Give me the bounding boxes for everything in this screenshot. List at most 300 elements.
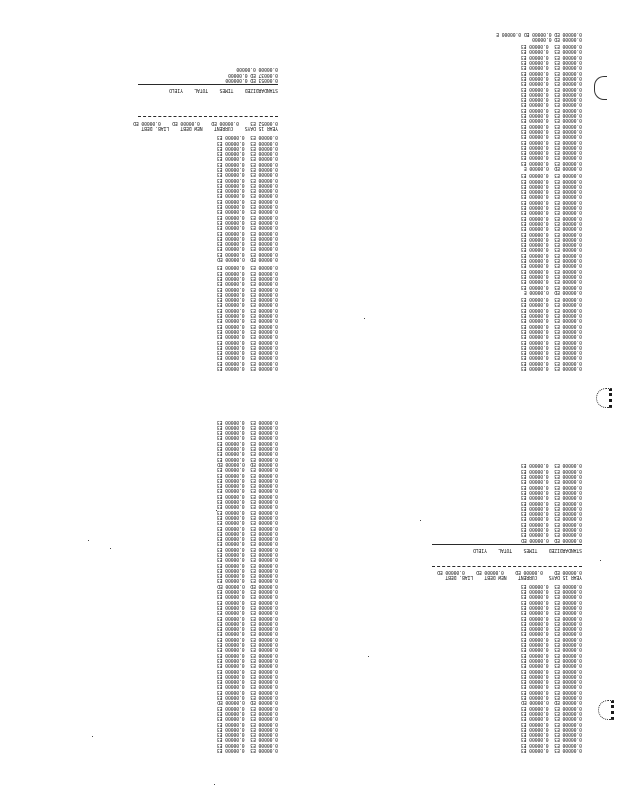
value-cell: 0.00000 E3 xyxy=(250,503,278,510)
scan-speck xyxy=(368,656,369,657)
value-cell: 0.00000 E3 xyxy=(216,306,245,313)
tr-row-a xyxy=(443,43,582,48)
value-cell: 0.00000 E3 xyxy=(554,159,582,166)
value-cell: 0.00000 E3 xyxy=(250,656,278,663)
value-cell: 0.00000 E3 xyxy=(216,603,245,610)
value-cell: 0.00000 E3 xyxy=(554,122,582,129)
value-cell: 0.00000 E3 xyxy=(520,122,549,129)
value-cell: 0.00000 E3 xyxy=(554,246,582,253)
value-cell: 0.00000 E3 xyxy=(520,614,549,621)
value-cell: 0.00000 E3 xyxy=(520,662,549,669)
value-cell: 0.00000 E3 xyxy=(216,551,245,558)
value-cell: 0.00000 E3 xyxy=(250,646,278,653)
value-cell: 0.00000 E3 xyxy=(216,683,245,690)
column-header-cell: NEW DEBT xyxy=(180,124,203,131)
value-cell: 0.00000 E3 xyxy=(216,736,245,743)
value-cell: 0.00000 E3 xyxy=(554,614,582,621)
br-row-b xyxy=(440,583,583,588)
value-cell: 0.00000 E3 xyxy=(520,515,549,522)
value-cell: 0.00000 E3 xyxy=(520,630,549,637)
value-cell: 0.00000 E3 xyxy=(216,290,245,297)
value-cell: 0.00000 E3 xyxy=(554,177,582,184)
value-cell: 0.00000 E3 xyxy=(216,192,245,199)
value-cell: 0.00000 E3 xyxy=(520,488,549,495)
value-cell: 0.00000 E3 xyxy=(554,365,582,371)
column-header-cell: YEAR 15 DAYS xyxy=(244,124,278,131)
value-cell: 0.00000 E3 xyxy=(250,725,278,732)
value-cell: 0.00000 E3 xyxy=(216,725,245,732)
value-cell: 0.00000 E3 xyxy=(250,715,278,722)
value-cell: 0.00000 E3 xyxy=(554,204,582,211)
value-cell: 0.00000 E3 xyxy=(250,338,278,345)
value-cell: 0.00000 E3 xyxy=(216,365,245,371)
value-cell: 0.00000 E3 xyxy=(216,577,245,584)
value-cell: 0.00000 E3 xyxy=(216,492,245,499)
value-cell: 0.00000 E3 xyxy=(250,572,278,579)
total-row: 0.00000 0.00000 xyxy=(236,66,278,73)
value-cell: 0.00000 E3 xyxy=(554,478,582,485)
value-cell: 0.00000 E3 xyxy=(250,566,278,573)
value-cell: 0.00000 E3 xyxy=(554,656,582,663)
value-cell: 0.00000 E3 xyxy=(250,274,278,281)
value-cell: 0.00000 E3 xyxy=(216,731,245,738)
value-cell: 0.00000 E3 xyxy=(216,250,245,257)
value-cell: 0.00000 E3 xyxy=(554,127,582,134)
section-header-cell: STANDARDIZED xyxy=(244,87,278,94)
value-cell: 0.00000 E3 xyxy=(554,106,582,113)
value-cell: 0.00000 E3 xyxy=(554,531,582,538)
value-cell: 0.00000 E3 xyxy=(250,354,278,361)
value-cell: 0.00000 E3 xyxy=(554,85,582,92)
bl-row-a xyxy=(145,418,278,423)
value-cell: 0.00000 E3 xyxy=(216,327,245,334)
value-cell: 0.00000 E3 xyxy=(250,609,278,616)
value-cell: 0.00000 E3 xyxy=(554,333,582,340)
value-cell: 0.00000 E3 xyxy=(554,646,582,653)
value-cell: 0.00000 E3 xyxy=(520,127,549,134)
section-header-cell: YIELD xyxy=(473,546,487,553)
value-cell: 0.00000 E3 xyxy=(250,349,278,356)
subtotal-row: 0.00000 ED 0.00000 ED xyxy=(217,582,278,589)
value-cell: 0.00000 E3 xyxy=(520,625,549,632)
value-cell: 0.00000 E3 xyxy=(216,224,245,231)
value-cell: 0.00000 E3 xyxy=(250,187,278,194)
value-cell: 0.00000 E3 xyxy=(554,343,582,350)
value-cell: 0.00000 E3 xyxy=(250,285,278,292)
value-cell: 0.00000 E3 xyxy=(554,488,582,495)
value-cell: 0.00000 E3 xyxy=(250,593,278,600)
value-cell: 0.00000 E3 xyxy=(554,172,582,179)
value-cell: 0.00000 E3 xyxy=(216,218,245,225)
scan-speck xyxy=(214,784,215,785)
value-cell: 0.00000 E3 xyxy=(250,269,278,276)
value-cell: 0.00000 E3 xyxy=(250,529,278,536)
value-cell: 0.00000 E3 xyxy=(250,747,278,753)
value-cell: 0.00000 E3 xyxy=(554,688,582,695)
value-cell: 0.00000 E3 xyxy=(216,704,245,711)
value-cell: 0.00000 E3 xyxy=(216,529,245,536)
value-cell: 0.00000 E3 xyxy=(250,598,278,605)
value-cell: 0.00000 E3 xyxy=(250,144,278,151)
panel-bottom-left xyxy=(138,418,278,753)
value-cell: 0.00000 E3 xyxy=(216,343,245,350)
value-cell: 0.00000 E3 xyxy=(250,322,278,329)
value-cell: 0.00000 E3 xyxy=(554,715,582,722)
value-cell: 0.00000 E3 xyxy=(520,198,549,205)
value-cell: 0.00000 E3 xyxy=(250,240,278,247)
value-cell: 0.00000 E3 xyxy=(250,333,278,340)
value-cell: 0.00000 E3 xyxy=(520,651,549,658)
value-cell: 0.00000 E3 xyxy=(520,609,549,616)
value-cell: 0.00000 E3 xyxy=(520,143,549,150)
panel-bottom-left-content xyxy=(138,418,278,752)
value-cell: 0.00000 E3 xyxy=(216,139,245,146)
value-cell: 0.00000 E3 xyxy=(520,588,549,595)
value-cell: 0.00000 E3 xyxy=(216,333,245,340)
panel-top-left xyxy=(133,44,278,371)
value-cell: 0.00000 E3 xyxy=(250,625,278,632)
value-cell: 0.00000 E3 xyxy=(250,423,278,430)
value-cell: 0.00000 E3 xyxy=(216,445,245,452)
value-cell: 0.00000 E3 xyxy=(554,267,582,274)
value-cell: 0.00000 E3 xyxy=(554,112,582,119)
value-cell: 0.00000 E3 xyxy=(250,741,278,748)
scan-speck xyxy=(88,540,89,541)
value-cell: 0.00000 E3 xyxy=(216,540,245,547)
subtotal-row: 0.00000 ED 0.00000 ED xyxy=(521,699,582,706)
value-cell: 0.00000 E3 xyxy=(554,257,582,264)
value-cell: 0.00000 E3 xyxy=(250,709,278,716)
value-cell: 0.00000 E3 xyxy=(250,736,278,743)
value-cell: 0.00000 E3 xyxy=(554,731,582,738)
value-cell: 0.00000 E3 xyxy=(554,53,582,60)
value-cell: 0.00000 E3 xyxy=(216,429,245,436)
value-cell: 0.00000 E3 xyxy=(250,720,278,727)
value-cell: 0.00000 E3 xyxy=(250,312,278,319)
value-cell: 0.00000 E3 xyxy=(250,731,278,738)
value-cell: 0.00000 E3 xyxy=(250,482,278,489)
subtotal-row: 0.00000 ED 0.00000 E xyxy=(523,288,582,295)
value-cell: 0.00000 E3 xyxy=(250,519,278,526)
value-cell: 0.00000 E3 xyxy=(520,478,549,485)
value-cell: 0.00000 E3 xyxy=(554,149,582,156)
value-cell: 0.00000 E3 xyxy=(554,74,582,81)
value-cell: 0.00000 E3 xyxy=(520,526,549,533)
value-cell: 0.00000 E3 xyxy=(216,524,245,531)
value-cell: 0.00000 E3 xyxy=(520,709,549,716)
value-cell: 0.00000 E3 xyxy=(520,667,549,674)
value-cell: 0.00000 E3 xyxy=(250,250,278,257)
section-header-cell: TIMES xyxy=(523,546,538,553)
value-cell: 0.00000 E3 xyxy=(520,204,549,211)
value-cell: 0.00000 E3 xyxy=(216,545,245,552)
panel-bottom-right xyxy=(432,432,582,752)
value-cell: 0.00000 E3 xyxy=(216,240,245,247)
value-cell: 0.00000 E3 xyxy=(250,704,278,711)
tr-row-c xyxy=(443,296,582,301)
value-cell: 0.00000 E3 xyxy=(520,322,549,329)
value-cell: 0.00000 E3 xyxy=(554,694,582,701)
value-cell: 0.00000 E3 xyxy=(216,609,245,616)
tr-row-b xyxy=(443,172,582,177)
value-cell: 0.00000 E3 xyxy=(216,166,245,173)
value-cell: 0.00000 E3 xyxy=(520,635,549,642)
value-cell: 0.00000 E3 xyxy=(520,327,549,334)
value-cell: 0.00000 E3 xyxy=(216,418,245,425)
column-subheader-cell: 0.00000 ED xyxy=(133,119,161,126)
value-cell: 0.00000 E3 xyxy=(520,333,549,340)
value-cell: 0.00000 E3 xyxy=(250,429,278,436)
value-cell: 0.00000 E3 xyxy=(250,450,278,457)
value-cell: 0.00000 E3 xyxy=(554,741,582,748)
value-cell: 0.00000 E3 xyxy=(250,614,278,621)
value-cell: 0.00000 E3 xyxy=(520,296,549,303)
value-cell: 0.00000 E3 xyxy=(554,322,582,329)
value-cell: 0.00000 E3 xyxy=(250,619,278,626)
value-cell: 0.00000 E3 xyxy=(250,264,278,271)
value-cell: 0.00000 E3 xyxy=(216,535,245,542)
value-cell: 0.00000 E3 xyxy=(554,251,582,258)
value-cell: 0.00000 E3 xyxy=(520,117,549,124)
binder-hole-mark xyxy=(596,388,612,408)
value-cell: 0.00000 E3 xyxy=(520,736,549,743)
solid-rule xyxy=(432,544,582,545)
value-cell: 0.00000 E3 xyxy=(520,209,549,216)
value-cell: 0.00000 E3 xyxy=(250,672,278,679)
value-cell: 0.00000 E3 xyxy=(250,234,278,241)
value-cell: 0.00000 E3 xyxy=(216,487,245,494)
value-cell: 0.00000 E3 xyxy=(554,499,582,506)
value-cell: 0.00000 E3 xyxy=(216,672,245,679)
value-cell: 0.00000 E3 xyxy=(554,720,582,727)
value-cell: 0.00000 E3 xyxy=(216,619,245,626)
value-cell: 0.00000 E3 xyxy=(216,349,245,356)
scan-speck xyxy=(110,548,111,549)
value-cell: 0.00000 E3 xyxy=(520,74,549,81)
value-cell: 0.00000 E3 xyxy=(554,219,582,226)
section-header-cell: STANDARDIZED xyxy=(548,546,582,553)
value-cell: 0.00000 E3 xyxy=(520,656,549,663)
value-cell: 0.00000 E3 xyxy=(520,251,549,258)
value-cell: 0.00000 E3 xyxy=(554,198,582,205)
scan-speck xyxy=(216,510,217,511)
value-cell: 0.00000 E3 xyxy=(520,149,549,156)
value-cell: 0.00000 E3 xyxy=(554,651,582,658)
value-cell: 0.00000 E3 xyxy=(250,667,278,674)
column-subheader-cell: 0.00052 E3 xyxy=(250,119,278,126)
value-cell: 0.00000 E3 xyxy=(216,423,245,430)
value-cell: 0.00000 E3 xyxy=(520,262,549,269)
value-cell: 0.00000 E3 xyxy=(250,498,278,505)
value-cell: 0.00000 E3 xyxy=(250,290,278,297)
value-cell: 0.00000 E3 xyxy=(216,688,245,695)
value-cell: 0.00000 E3 xyxy=(250,197,278,204)
value-cell: 0.00000 E3 xyxy=(554,296,582,303)
value-cell: 0.00000 E3 xyxy=(554,262,582,269)
value-cell: 0.00000 E3 xyxy=(554,354,582,361)
value-cell: 0.00000 E3 xyxy=(216,694,245,701)
column-subheader xyxy=(133,119,278,126)
value-cell: 0.00000 E3 xyxy=(554,96,582,103)
value-cell: 0.00000 E3 xyxy=(216,482,245,489)
value-cell: 0.00000 E3 xyxy=(520,64,549,71)
value-cell: 0.00000 E3 xyxy=(216,709,245,716)
value-cell: 0.00000 E3 xyxy=(520,172,549,179)
value-cell: 0.00000 E3 xyxy=(520,715,549,722)
value-cell: 0.00000 E3 xyxy=(554,43,582,50)
section-header-cell: TOTAL xyxy=(194,87,209,94)
value-cell: 0.00000 E3 xyxy=(216,359,245,366)
section-header-cell: TIMES xyxy=(219,87,234,94)
value-cell: 0.00000 E3 xyxy=(250,439,278,446)
value-cell: 0.00000 E3 xyxy=(554,182,582,189)
value-cell: 0.00000 E3 xyxy=(554,59,582,66)
value-cell: 0.00000 E3 xyxy=(250,176,278,183)
value-cell: 0.00000 E3 xyxy=(250,229,278,236)
value-cell: 0.00000 E3 xyxy=(250,365,278,371)
value-cell: 0.00000 E3 xyxy=(216,176,245,183)
value-cell: 0.00000 E3 xyxy=(216,747,245,753)
value-cell: 0.00000 E3 xyxy=(554,154,582,161)
subtotal-row: 0.00000 ED 0.00000 ED xyxy=(217,699,278,706)
value-cell: 0.00000 E3 xyxy=(554,143,582,150)
value-cell: 0.00000 E3 xyxy=(520,365,549,371)
value-cell: 0.00000 E3 xyxy=(520,741,549,748)
value-cell: 0.00000 E3 xyxy=(250,224,278,231)
value-cell: 0.00000 E3 xyxy=(554,619,582,626)
value-cell: 0.00000 E3 xyxy=(250,155,278,162)
value-cell: 0.00000 E3 xyxy=(520,69,549,76)
value-cell: 0.00000 E3 xyxy=(554,225,582,232)
value-cell: 0.00000 E3 xyxy=(520,96,549,103)
value-cell: 0.00000 E3 xyxy=(216,354,245,361)
value-cell: 0.00000 E3 xyxy=(216,285,245,292)
value-cell: 0.00000 E3 xyxy=(554,483,582,490)
value-cell: 0.00000 E3 xyxy=(216,203,245,210)
value-cell: 0.00000 E3 xyxy=(554,349,582,356)
total-row: 0.00037 ED 0.00000 xyxy=(228,71,278,78)
subtotal-row: 0.00000 ED 0.00000 E xyxy=(523,165,582,172)
value-cell: 0.00000 E3 xyxy=(250,603,278,610)
value-cell: 0.00000 E3 xyxy=(520,48,549,55)
binder-hole-mark xyxy=(598,700,614,720)
value-cell: 0.00000 E3 xyxy=(520,101,549,108)
value-cell: 0.00000 E3 xyxy=(216,280,245,287)
value-cell: 0.00000 E3 xyxy=(554,80,582,87)
value-cell: 0.00000 E3 xyxy=(216,598,245,605)
value-cell: 0.00000 E3 xyxy=(250,139,278,146)
value-cell: 0.00000 E3 xyxy=(554,625,582,632)
value-cell: 0.00000 E3 xyxy=(554,467,582,474)
value-cell: 0.00000 E3 xyxy=(554,312,582,319)
value-cell: 0.00000 E3 xyxy=(250,561,278,568)
value-cell: 0.00000 E3 xyxy=(216,593,245,600)
value-cell: 0.00000 E3 xyxy=(216,181,245,188)
value-cell: 0.00000 E3 xyxy=(520,133,549,140)
value-cell: 0.00000 E3 xyxy=(554,48,582,55)
value-cell: 0.00000 E3 xyxy=(520,473,549,480)
value-cell: 0.00000 E3 xyxy=(216,614,245,621)
value-cell: 0.00000 E3 xyxy=(216,208,245,215)
value-cell: 0.00000 E3 xyxy=(520,214,549,221)
value-cell: 0.00000 E3 xyxy=(520,619,549,626)
value-cell: 0.00000 E3 xyxy=(216,519,245,526)
value-cell: 0.00000 E3 xyxy=(216,160,245,167)
value-cell: 0.00000 E3 xyxy=(520,283,549,290)
value-cell: 0.00000 E3 xyxy=(554,725,582,732)
value-cell: 0.00000 E3 xyxy=(250,208,278,215)
dashed-rule xyxy=(432,566,582,567)
value-cell: 0.00000 E3 xyxy=(250,301,278,308)
value-cell: 0.00000 E3 xyxy=(554,598,582,605)
value-cell: 0.00000 E3 xyxy=(216,264,245,271)
value-cell: 0.00000 E3 xyxy=(250,445,278,452)
column-header-cell: LIAB. DEBT xyxy=(141,124,170,131)
value-cell: 0.00000 E3 xyxy=(554,593,582,600)
panel-top-right-content xyxy=(436,30,582,370)
value-cell: 0.00000 E3 xyxy=(250,150,278,157)
value-cell: 0.00000 E3 xyxy=(250,218,278,225)
value-cell: 0.00000 E3 xyxy=(250,476,278,483)
value-cell: 0.00000 E3 xyxy=(554,64,582,71)
value-cell: 0.00000 E3 xyxy=(554,582,582,589)
value-cell: 0.00000 E3 xyxy=(520,43,549,50)
value-cell: 0.00000 E3 xyxy=(216,656,245,663)
scan-speck xyxy=(420,520,421,521)
value-cell: 0.00000 E3 xyxy=(520,112,549,119)
value-cell: 0.00000 E3 xyxy=(520,138,549,145)
value-cell: 0.00000 E3 xyxy=(216,144,245,151)
value-cell: 0.00000 E3 xyxy=(216,450,245,457)
value-cell: 0.00000 E3 xyxy=(216,561,245,568)
value-cell: 0.00000 E3 xyxy=(554,747,582,753)
value-cell: 0.00000 E3 xyxy=(554,138,582,145)
value-cell: 0.00000 E3 xyxy=(520,678,549,685)
value-cell: 0.00000 E3 xyxy=(554,306,582,313)
value-cell: 0.00000 E3 xyxy=(216,566,245,573)
column-header-cell: CURRENT xyxy=(518,574,538,581)
value-cell: 0.00000 E3 xyxy=(520,510,549,517)
value-cell: 0.00000 E3 xyxy=(216,213,245,220)
value-cell: 0.00000 E3 xyxy=(520,343,549,350)
value-cell: 0.00000 E3 xyxy=(216,662,245,669)
value-cell: 0.00000 E3 xyxy=(520,531,549,538)
value-cell: 0.00000 E3 xyxy=(216,301,245,308)
value-cell: 0.00000 E3 xyxy=(250,171,278,178)
value-cell: 0.00000 E3 xyxy=(250,662,278,669)
value-cell: 0.00000 E3 xyxy=(216,498,245,505)
br-row-a xyxy=(440,462,583,467)
value-cell: 0.00000 E3 xyxy=(554,188,582,195)
value-cell: 0.00000 E3 xyxy=(216,720,245,727)
value-cell: 0.00000 E3 xyxy=(554,230,582,237)
value-cell: 0.00000 E3 xyxy=(216,508,245,515)
value-cell: 0.00000 E3 xyxy=(554,338,582,345)
value-cell: 0.00000 E3 xyxy=(520,219,549,226)
row-gap xyxy=(138,92,278,114)
value-cell: 0.00000 E3 xyxy=(520,338,549,345)
value-cell: 0.00000 E3 xyxy=(216,338,245,345)
value-cell: 0.00000 E3 xyxy=(520,257,549,264)
value-cell: 0.00000 E3 xyxy=(250,513,278,520)
value-cell: 0.00000 E3 xyxy=(216,630,245,637)
value-cell: 0.00000 E3 xyxy=(520,483,549,490)
value-cell: 0.00000 E3 xyxy=(554,683,582,690)
value-cell: 0.00000 E3 xyxy=(216,155,245,162)
value-cell: 0.00000 E3 xyxy=(520,504,549,511)
value-cell: 0.00000 E3 xyxy=(520,683,549,690)
value-cell: 0.00000 E3 xyxy=(520,467,549,474)
